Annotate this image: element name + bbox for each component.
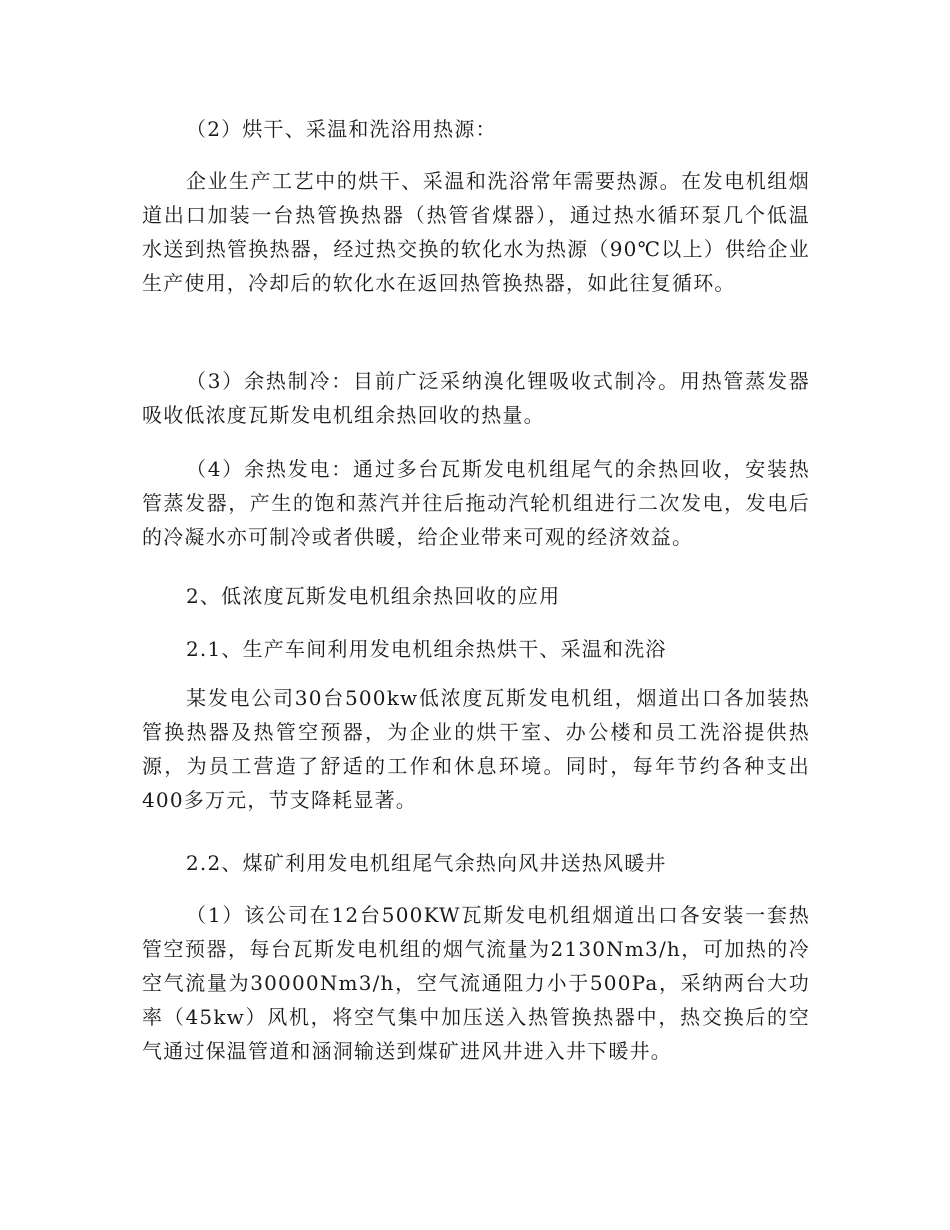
paragraph-waste-heat-power: （4）余热发电：通过多台瓦斯发电机组尾气的余热回收，安装热管蒸发器，产生的饱和蒸汽并往后拖动汽轮机组进行二次发电，发电后的冷凝水亦可制冷或者供暖，给企业带来可观的经济效益。 [142, 457, 810, 549]
paragraph-power-company-case: 某发电公司30台500kw低浓度瓦斯发电机组，烟道出口各加装热管换热器及热管空预器，为企业的烘干室、办公楼和员工洗浴提供热源，为员工营造了舒适的工作和休息环境。同时，每年节约各种支出400多万元，节支降耗显著。 [142, 686, 810, 812]
paragraph-air-preheater-case: （1）该公司在12台500KW瓦斯发电机组烟道出口各安装一套热管空预器，每台瓦斯发电机组的烟气流量为2130Nm3/h，可加热的冷空气流量为30000Nm3/h，空气流通阻力小于500Pa，采纳两台大功率（45kw）风机，将空气集中加压送入热管换热器中，热交换后的空气通过保温管道和涵洞输送到煤矿进风井进入井下暖井。 [142, 903, 810, 1063]
paragraph-waste-heat-cooling: （3）余热制冷：目前广泛采纳溴化锂吸收式制冷。用热管蒸发器吸收低浓度瓦斯发电机组余热回收的热量。 [142, 369, 810, 427]
section-heading-2: 2、低浓度瓦斯发电机组余热回收的应用 [186, 584, 561, 608]
paragraph-heat-source-heading: （2）烘干、采温和洗浴用热源： [186, 117, 497, 141]
paragraph-drying-heating-bathing: 企业生产工艺中的烘干、采温和洗浴常年需要热源。在发电机组烟道出口加装一台热管换热器（热管省煤器），通过热水循环泵几个低温水送到热管换热器，经过热交换的软化水为热源（90℃以上）供给企业生产使用，冷却后的软化水在返回热管换热器，如此往复循环。 [142, 169, 810, 295]
section-heading-2-2: 2.2、煤矿利用发电机组尾气余热向风井送热风暖井 [186, 851, 667, 875]
section-heading-2-1: 2.1、生产车间利用发电机组余热烘干、采温和洗浴 [186, 637, 667, 661]
